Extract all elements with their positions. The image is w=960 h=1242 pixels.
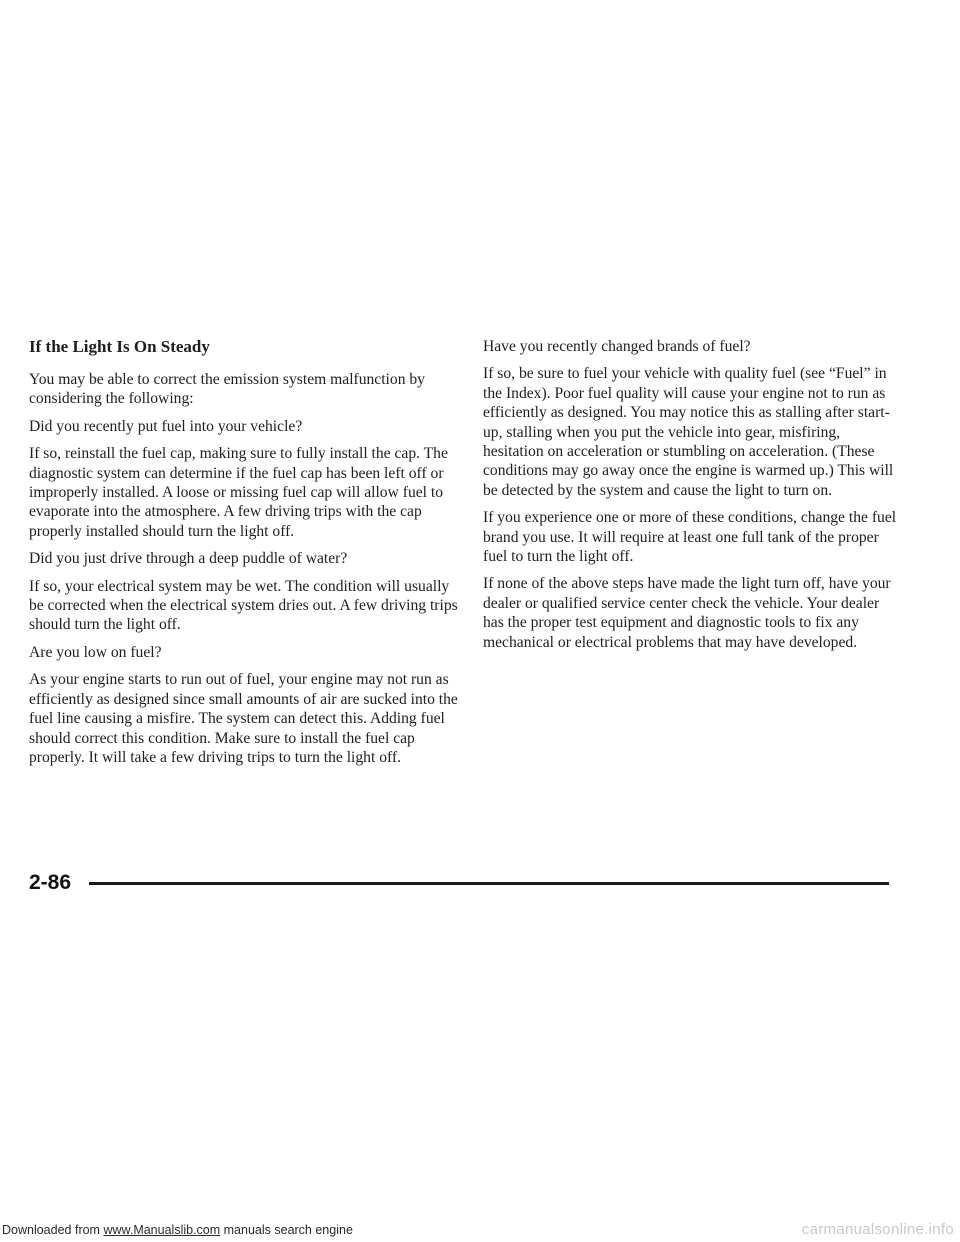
left-paragraph-7: As your engine starts to run out of fuel, your engine may not run as efficiently as designed since small amounts of air are sucked into the fuel line causing a misfire. The system can detect this. Adding fuel should correct this condition. Make sure to install the fuel cap properly. It will take a few driving trips to turn the light off. <box>29 671 458 766</box>
left-column <box>29 337 461 775</box>
footer-prefix: Downloaded from <box>2 1223 104 1237</box>
left-paragraph-3: If so, reinstall the fuel cap, making sure to fully install the cap. The diagnostic system can determine if the fuel cap has been left off or improperly installed. A loose or missing fuel cap will allow fuel to evaporate into the atmosphere. A few driving trips with the cap properly installed should turn the light off. <box>29 445 448 540</box>
left-paragraph-1: You may be able to correct the emission system malfunction by considering the following: <box>29 371 425 408</box>
right-paragraph-4: If none of the above steps have made the light turn off, have your dealer or qualified service center check the vehicle. Your dealer has the proper test equipment and diagnostic tools to fix any mechanical or electrical problems that may have developed. <box>483 575 891 651</box>
watermark: carmanualsonline.info <box>801 1221 954 1238</box>
footer-suffix: manuals search engine <box>220 1223 353 1237</box>
section-heading: If the Light Is On Steady <box>29 337 210 356</box>
right-paragraph-3: If you experience one or more of these conditions, change the fuel brand you use. It will require at least one full tank of the proper fuel to turn the light off. <box>483 509 897 566</box>
right-paragraph-1: Have you recently changed brands of fuel? <box>483 338 751 355</box>
left-paragraph-6: Are you low on fuel? <box>29 643 162 661</box>
footer-rule <box>89 882 889 885</box>
manualslib-link[interactable]: www.Manualslib.com <box>103 1223 221 1237</box>
right-paragraph-2: If so, be sure to fuel your vehicle with quality fuel (see “Fuel” in the Index). Poor fuel quality will cause your engine not to run as efficiently as designed. You may notice this as stalling after start-up, stalling when you put the vehicle into gear, misfiring, hesitation on acceleration or stumbling on acceleration. (These conditions may go away once the engine is warmed up.) This will be detected by the system and cause the light to turn on. <box>483 365 894 499</box>
right-column <box>483 337 901 660</box>
left-paragraph-5: If so, your electrical system may be wet. The condition will usually be corrected when the electrical system dries out. A few driving trips should turn the light off. <box>29 577 458 634</box>
left-paragraph-2: Did you recently put fuel into your vehicle? <box>29 417 303 435</box>
page-number: 2-86 <box>29 871 72 894</box>
left-paragraph-4: Did you just drive through a deep puddle of water? <box>29 550 348 568</box>
download-footer <box>2 1223 353 1238</box>
